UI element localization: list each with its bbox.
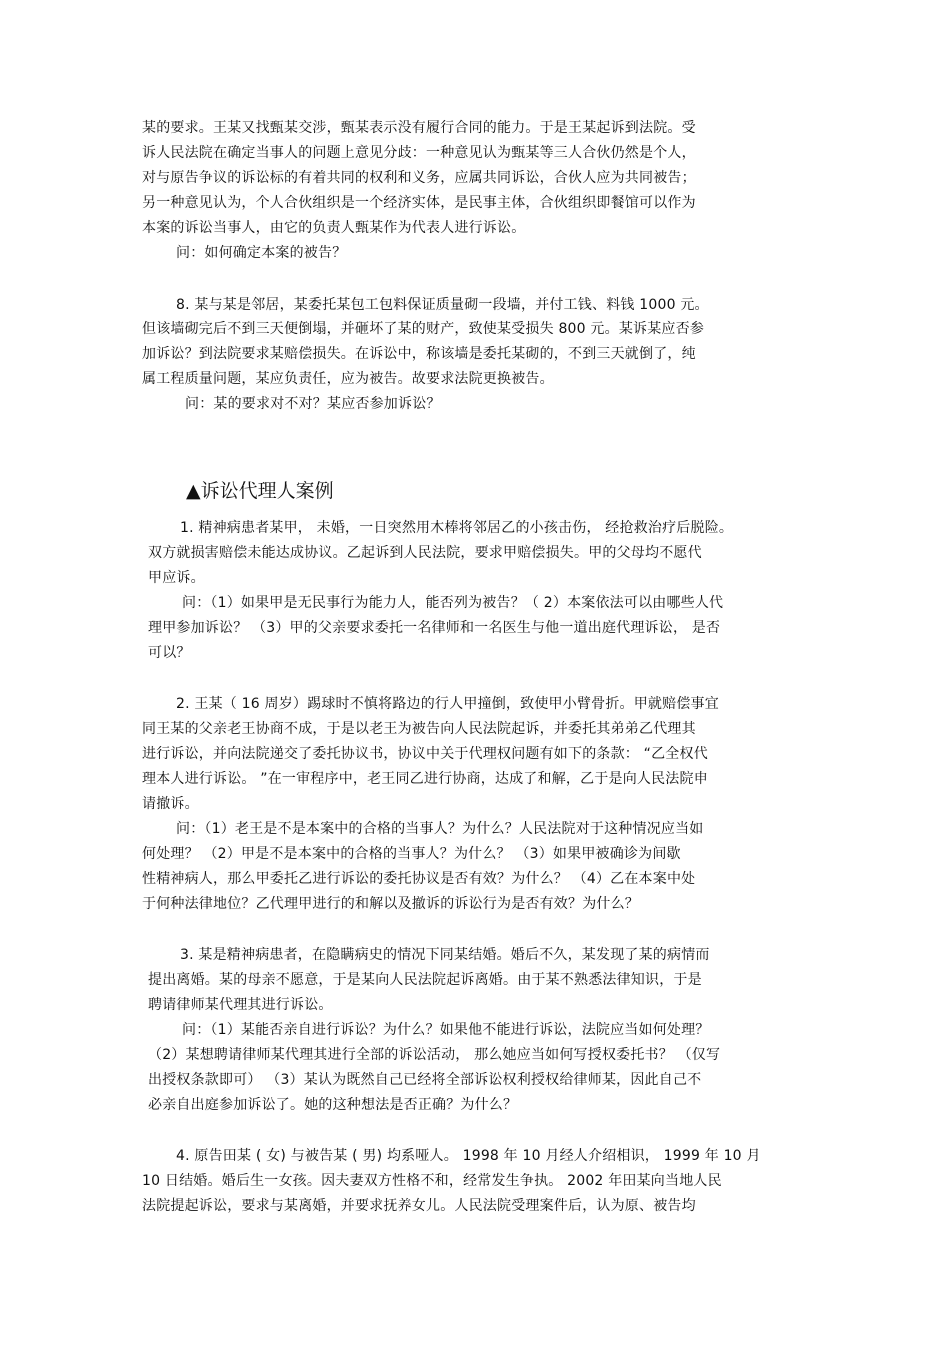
- text-line: 性精神病人，那么甲委托乙进行诉讼的委托协议是否有效？为什么？ （4）乙在本案中处: [142, 871, 696, 887]
- text-line: 10 日结婚。婚后生一女孩。因夫妻双方性格不和，经常发生争执。 2002 年田某向当地人民: [142, 1173, 722, 1189]
- question-line: 问：（1）如果甲是无民事行为能力人，能否列为被告？（ 2）本案依法可以由哪些人代: [182, 595, 724, 611]
- text-line: 聘请律师某代理其进行诉讼。: [148, 997, 333, 1013]
- text-line: 同王某的父亲老王协商不成，于是以老王为被告向人民法院起诉，并委托其弟弟乙代理其: [142, 721, 696, 737]
- text-line: 诉人民法院在确定当事人的问题上意见分歧：一种意见认为甄某等三人合伙仍然是个人，: [142, 145, 696, 161]
- text-line: （2）某想聘请律师某代理其进行全部的诉讼活动， 那么她应当如何写授权委托书？ （仅写: [148, 1047, 721, 1063]
- text-line: 甲应诉。: [148, 570, 205, 586]
- section-heading: ▲诉讼代理人案例: [186, 480, 334, 502]
- text-line: 请撤诉。: [142, 796, 199, 812]
- text-line: 加诉讼？到法院要求某赔偿损失。在诉讼中，称该墙是委托某砌的，不到三天就倒了，纯: [142, 346, 696, 362]
- question-line: 问：（1）老王是不是本案中的合格的当事人？为什么？人民法院对于这种情况应当如: [176, 821, 704, 837]
- case-2-line: 2. 王某（ 16 周岁）踢球时不慎将路边的行人甲撞倒，致使甲小臂骨折。甲就赔偿事宜: [176, 696, 719, 712]
- text-line: 提出离婚。某的母亲不愿意，于是某向人民法院起诉离婚。由于某不熟悉法律知识，于是: [148, 972, 702, 988]
- text-line: 理甲参加诉讼？ （3）甲的父亲要求委托一名律师和一名医生与他一道出庭代理诉讼， 是否: [148, 620, 721, 636]
- question-line: 问：某的要求对不对？某应否参加诉讼？: [185, 396, 441, 412]
- text-line: 本案的诉讼当事人，由它的负责人甄某作为代表人进行诉讼。: [142, 220, 526, 236]
- text-line: 属工程质量问题，某应负责任，应为被告。故要求法院更换被告。: [142, 371, 554, 387]
- case-4-line: 4. 原告田某 ( 女) 与被告某 ( 男) 均系哑人。 1998 年 10 月经人介绍相识， 1999 年 10 月: [176, 1148, 761, 1164]
- question-line: 问：（1）某能否亲自进行诉讼？为什么？如果他不能进行诉讼，法院应当如何处理？: [182, 1022, 710, 1038]
- text-line: 某的要求。王某又找甄某交涉，甄某表示没有履行合同的能力。于是王某起诉到法院。受: [142, 120, 696, 136]
- text-line: 可以？: [148, 645, 191, 661]
- text-line: 对与原告争议的诉讼标的有着共同的权利和义务，应属共同诉讼，合伙人应为共同被告；: [142, 170, 696, 186]
- text-line: 何处理？ （2）甲是不是本案中的合格的当事人？为什么？ （3）如果甲被确诊为间歇: [142, 846, 681, 862]
- case-1-line: 1. 精神病患者某甲， 未婚，一日突然用木棒将邻居乙的小孩击伤， 经抢救治疗后脱险。: [180, 520, 734, 536]
- text-line: 必亲自出庭参加诉讼了。她的这种想法是否正确？为什么？: [148, 1097, 518, 1113]
- text-line: 双方就损害赔偿未能达成协议。乙起诉到人民法院，要求甲赔偿损失。甲的父母均不愿代: [148, 545, 702, 561]
- text-line: 法院提起诉讼，要求与某离婚，并要求抚养女儿。人民法院受理案件后，认为原、被告均: [142, 1198, 696, 1214]
- question-line: 问：如何确定本案的被告？: [176, 245, 347, 261]
- case-8-line: 8. 某与某是邻居，某委托某包工包料保证质量砌一段墙，并付工钱、料钱 1000 元。: [176, 297, 709, 313]
- text-line: 但该墙砌完后不到三天便倒塌，并砸坏了某的财产，致使某受损失 800 元。某诉某应否参: [142, 321, 705, 337]
- text-line: 出授权条款即可） （3）某认为既然自己已经将全部诉讼权利授权给律师某，因此自己不: [148, 1072, 702, 1088]
- text-line: 进行诉讼，并向法院递交了委托协议书，协议中关于代理权问题有如下的条款： “乙全权代: [142, 746, 708, 762]
- text-line: 理本人进行诉讼。 ”在一审程序中，老王同乙进行协商，达成了和解，乙于是向人民法院申: [142, 771, 708, 787]
- text-line: 于何种法律地位？乙代理甲进行的和解以及撤诉的诉讼行为是否有效？为什么？: [142, 896, 639, 912]
- case-3-line: 3. 某是精神病患者，在隐瞒病史的情况下同某结婚。婚后不久，某发现了某的病情而: [180, 947, 710, 963]
- text-line: 另一种意见认为，个人合伙组织是一个经济实体，是民事主体，合伙组织即餐馆可以作为: [142, 195, 696, 211]
